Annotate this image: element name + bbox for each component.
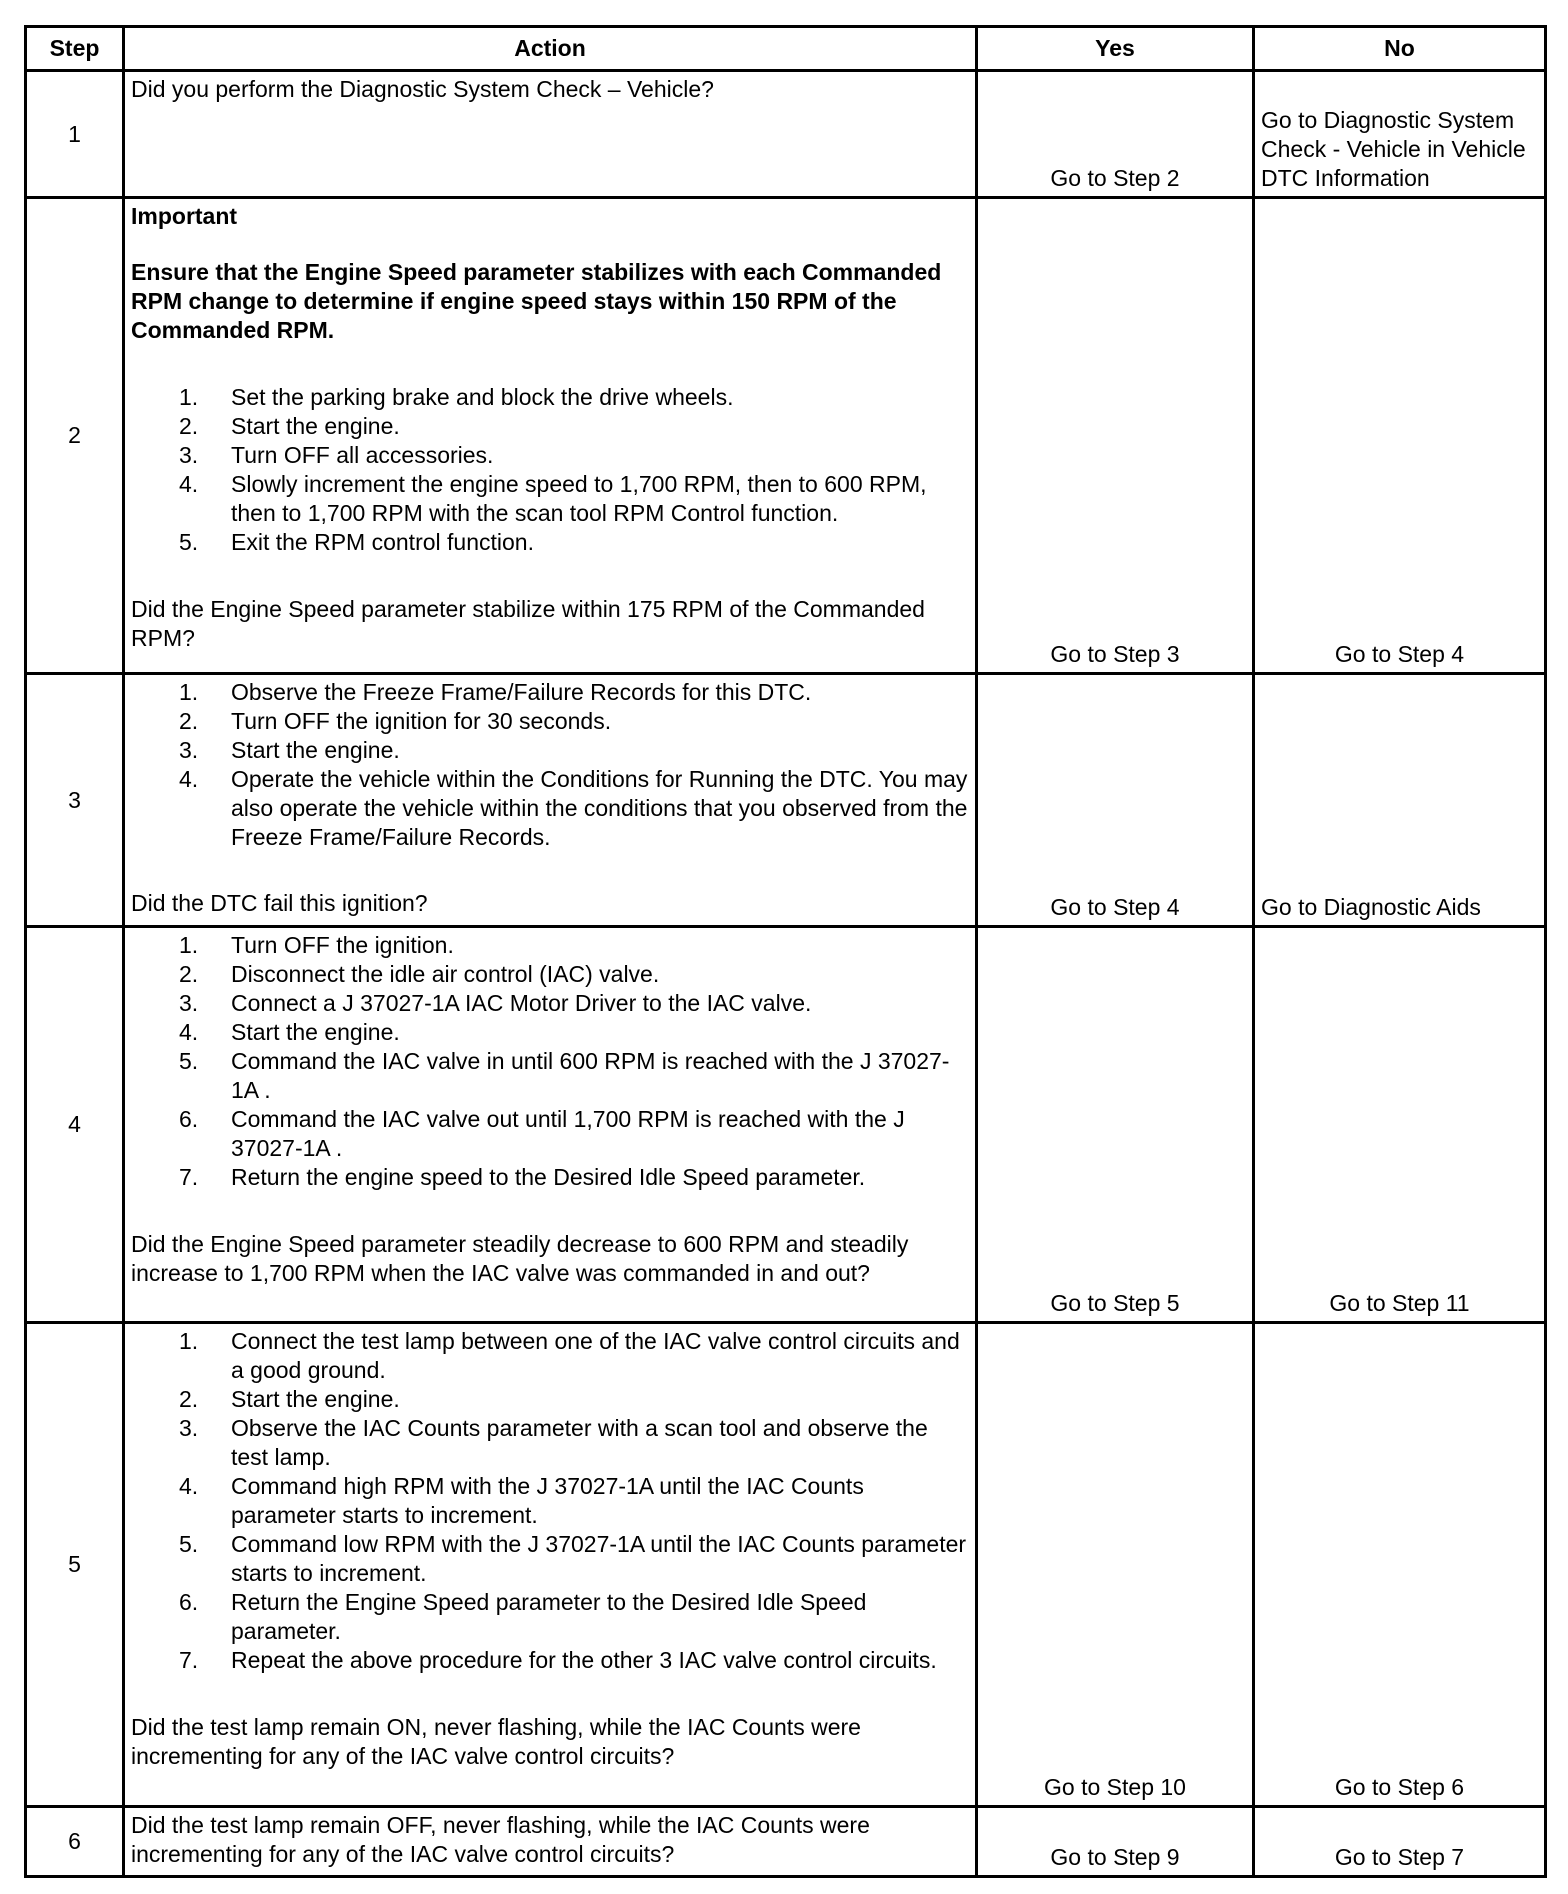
no-cell: Go to Diagnostic System Check - Vehicle in Vehicle DTC Information	[1254, 71, 1546, 198]
list-item: 3. Turn OFF all accessories.	[179, 442, 494, 468]
step-number: 6	[26, 1807, 124, 1877]
list-item: 5. Command low RPM with the J 37027-1A until the IAC Counts parameter starts to increment.	[179, 1531, 967, 1586]
list-item: 4. Command high RPM with the J 37027-1A until the IAC Counts parameter starts to increment.	[179, 1473, 864, 1528]
action-cell	[124, 1807, 977, 1877]
list-item: 1. Observe the Freeze Frame/Failure Records for this DTC.	[179, 679, 812, 705]
action-cell	[124, 674, 977, 927]
list-item: 1. Turn OFF the ignition.	[179, 932, 454, 958]
no-cell: Go to Step 4	[1254, 198, 1546, 674]
step-number: 4	[26, 927, 124, 1323]
steps-list	[131, 678, 969, 852]
no-cell: Go to Step 7	[1254, 1807, 1546, 1877]
list-item: 5. Exit the RPM control function.	[179, 529, 534, 555]
list-item: 2. Start the engine.	[179, 413, 400, 439]
list-item: 1. Connect the test lamp between one of the IAC valve control circuits and a good ground.	[179, 1328, 960, 1383]
action-question: Did you perform the Diagnostic System Check – Vehicle?	[131, 76, 714, 102]
list-item: 2. Disconnect the idle air control (IAC) valve.	[179, 961, 660, 987]
table-row	[26, 674, 1546, 927]
steps-list	[131, 931, 969, 1192]
yes-cell: Go to Step 2	[977, 71, 1254, 198]
steps-list	[131, 383, 969, 557]
no-cell: Go to Diagnostic Aids	[1254, 674, 1546, 927]
header-no: No	[1254, 27, 1546, 71]
step-number: 1	[26, 71, 124, 198]
action-cell	[124, 71, 977, 198]
list-item: 2. Turn OFF the ignition for 30 seconds.	[179, 708, 612, 734]
list-item: 6. Return the Engine Speed parameter to the Desired Idle Speed parameter.	[179, 1589, 867, 1644]
list-item: 7. Return the engine speed to the Desired Idle Speed parameter.	[179, 1164, 866, 1190]
action-question: Did the test lamp remain OFF, never flashing, while the IAC Counts were incrementing for any of the IAC valve control circuits?	[131, 1812, 870, 1867]
diagnostic-table	[24, 25, 1547, 1878]
important-note: Ensure that the Engine Speed parameter stabilizes with each Commanded RPM change to determine if engine speed stays within 150 RPM of the Commanded RPM.	[131, 259, 942, 343]
action-cell	[124, 198, 977, 674]
action-cell	[124, 927, 977, 1323]
list-item: 3. Connect a J 37027-1A IAC Motor Driver to the IAC valve.	[179, 990, 812, 1016]
table-row	[26, 198, 1546, 674]
header-action: Action	[124, 27, 977, 71]
action-cell	[124, 1323, 977, 1807]
action-question: Did the Engine Speed parameter stabilize within 175 RPM of the Commanded RPM?	[131, 596, 925, 651]
action-question: Did the Engine Speed parameter steadily decrease to 600 RPM and steadily increase to 1,700 RPM when the IAC valve was commanded in and out?	[131, 1231, 909, 1286]
header-yes: Yes	[977, 27, 1254, 71]
step-number: 3	[26, 674, 124, 927]
list-item: 7. Repeat the above procedure for the other 3 IAC valve control circuits.	[179, 1647, 937, 1673]
yes-cell: Go to Step 5	[977, 927, 1254, 1323]
step-number: 2	[26, 198, 124, 674]
yes-cell: Go to Step 3	[977, 198, 1254, 674]
important-label: Important	[131, 203, 238, 229]
list-item: 1. Set the parking brake and block the drive wheels.	[179, 384, 734, 410]
no-cell: Go to Step 6	[1254, 1323, 1546, 1807]
action-question: Did the test lamp remain ON, never flashing, while the IAC Counts were incrementing for any of the IAC valve control circuits?	[131, 1714, 861, 1769]
list-item: 3. Start the engine.	[179, 737, 400, 763]
step-number: 5	[26, 1323, 124, 1807]
list-item: 4. Start the engine.	[179, 1019, 400, 1045]
list-item: 3. Observe the IAC Counts parameter with a scan tool and observe the test lamp.	[179, 1415, 928, 1470]
list-item: 6. Command the IAC valve out until 1,700 RPM is reached with the J 37027-1A .	[179, 1106, 905, 1161]
no-cell: Go to Step 11	[1254, 927, 1546, 1323]
list-item: 4. Operate the vehicle within the Conditions for Running the DTC. You may also operate the vehicle within the conditions that you observed from the Freeze Frame/Failure Records.	[179, 766, 968, 850]
list-item: 2. Start the engine.	[179, 1386, 400, 1412]
table-row	[26, 1323, 1546, 1807]
table-row	[26, 1807, 1546, 1877]
yes-cell: Go to Step 10	[977, 1323, 1254, 1807]
yes-cell: Go to Step 4	[977, 674, 1254, 927]
table-row	[26, 71, 1546, 198]
yes-cell: Go to Step 9	[977, 1807, 1254, 1877]
table-row	[26, 927, 1546, 1323]
list-item: 5. Command the IAC valve in until 600 RPM is reached with the J 37027-1A .	[179, 1048, 950, 1103]
steps-list	[131, 1327, 969, 1675]
action-question: Did the DTC fail this ignition?	[131, 890, 428, 916]
header-step: Step	[26, 27, 124, 71]
header-row	[26, 27, 1546, 71]
list-item: 4. Slowly increment the engine speed to 1,700 RPM, then to 600 RPM, then to 1,700 RPM with the scan tool RPM Control function.	[179, 471, 927, 526]
